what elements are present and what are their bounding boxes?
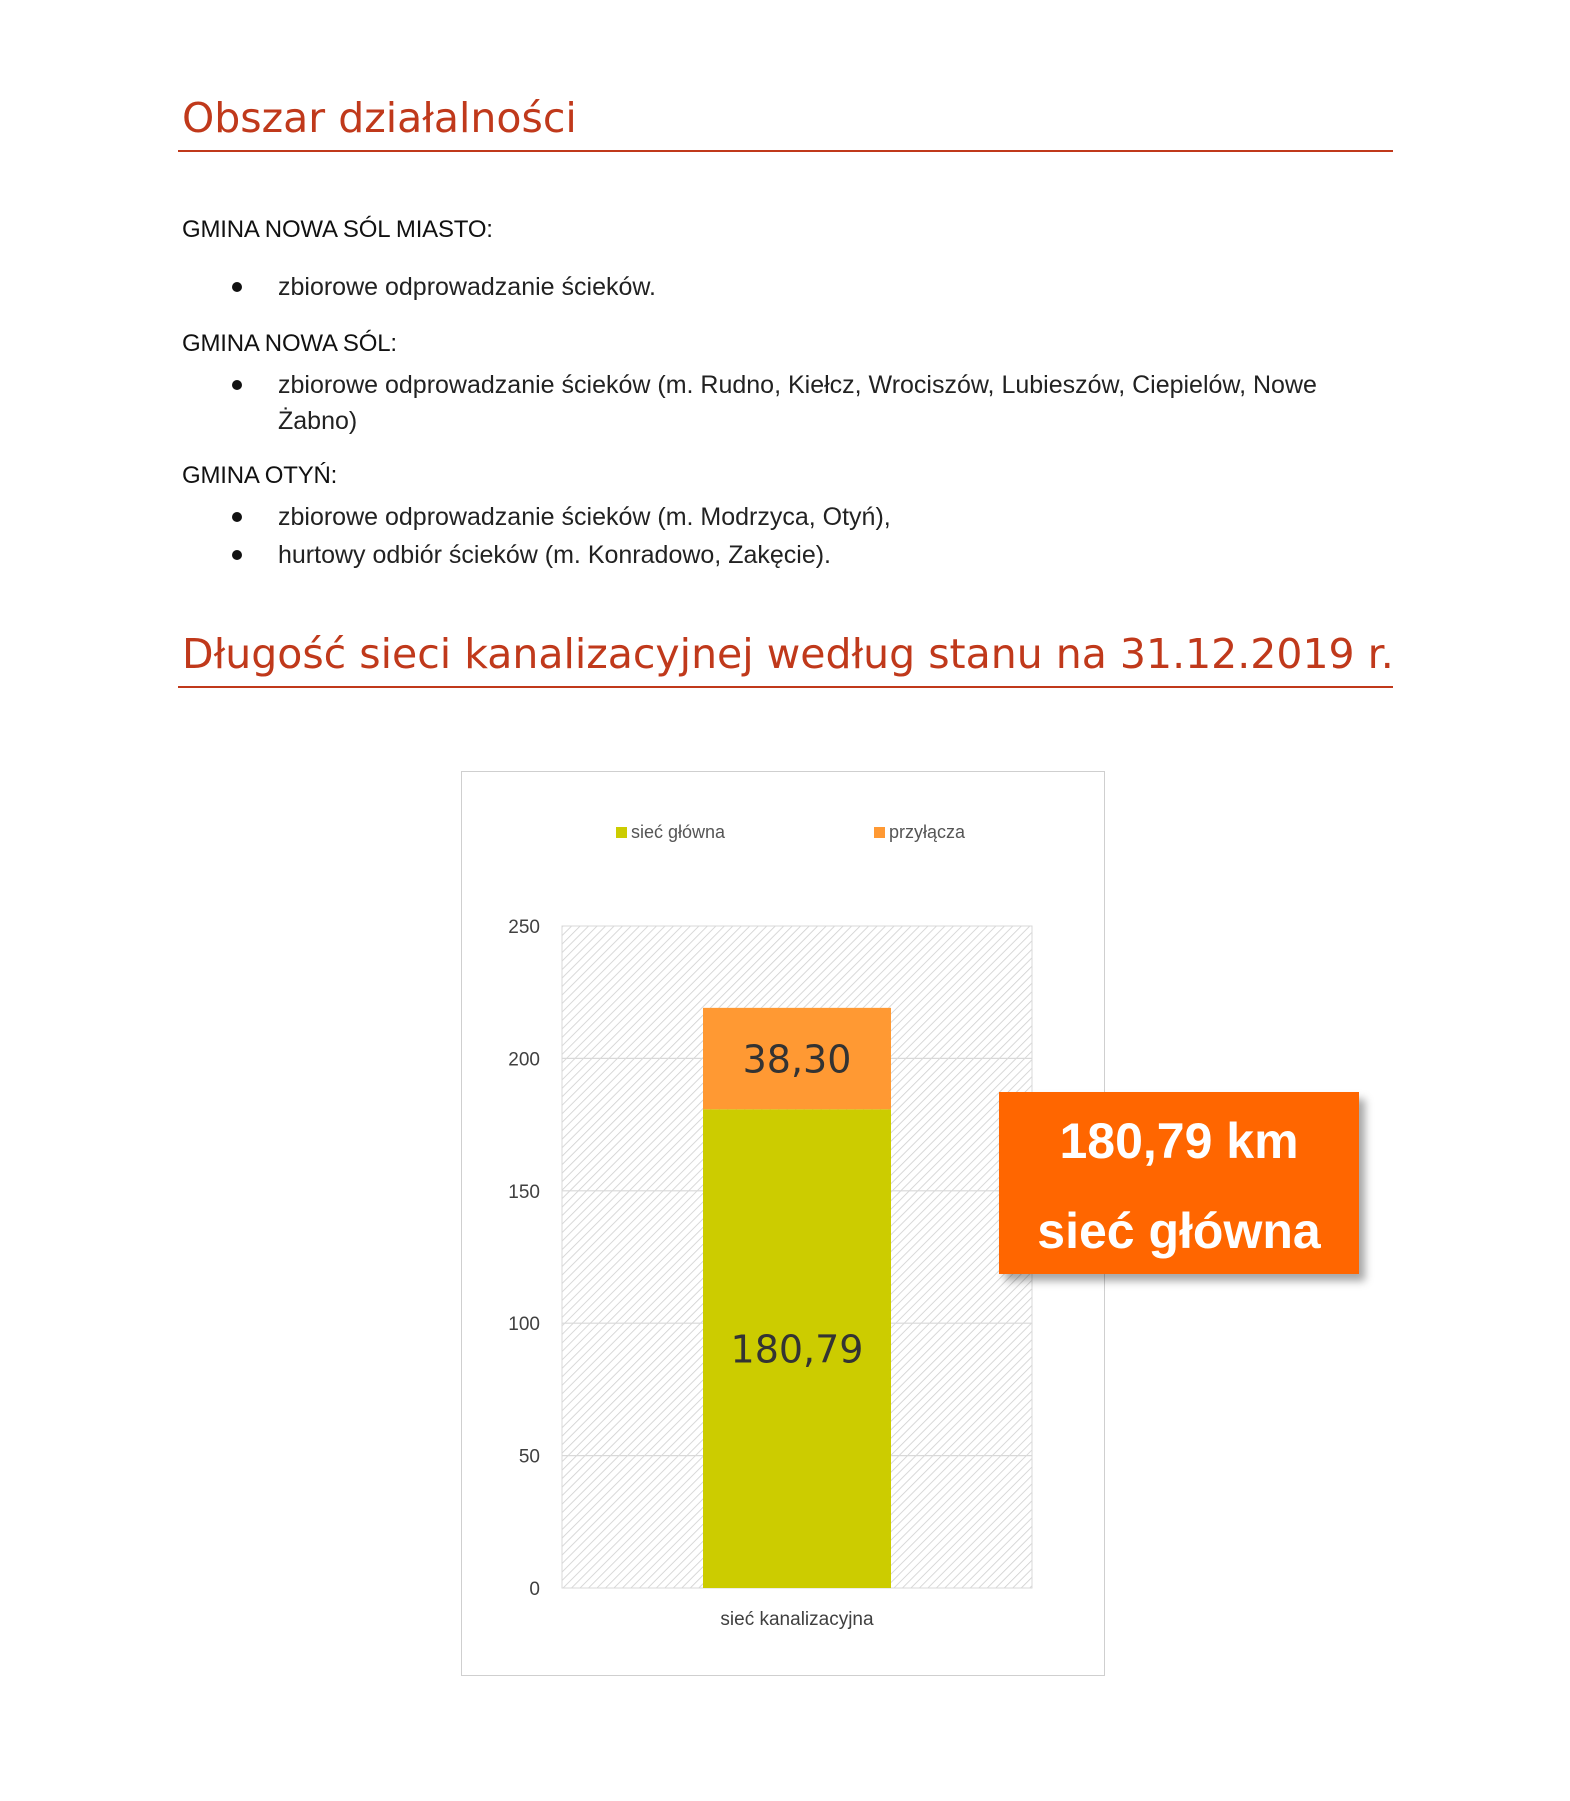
callout-value: 180,79 km xyxy=(1059,1113,1299,1169)
list-item xyxy=(0,500,1570,534)
group-label-nowa-sol-miasto: GMINA NOWA SÓL MIASTO: xyxy=(182,216,493,243)
y-tick-label: 50 xyxy=(518,1446,540,1468)
list-item xyxy=(0,368,1570,402)
callout-caption: sieć główna xyxy=(1037,1203,1321,1259)
group-label-otyn: GMINA OTYŃ: xyxy=(182,462,338,489)
list-item-text: Żabno) xyxy=(278,407,358,435)
y-tick-label: 150 xyxy=(508,1181,540,1203)
section-title-network-length: Długość sieci kanalizacyjnej według stanu na 31.12.2019 r. xyxy=(182,630,1394,678)
list-item-text: hurtowy odbiór ścieków (m. Konradowo, Zakęcie). xyxy=(278,541,832,569)
bullet-icon xyxy=(232,380,242,390)
list-item-text: zbiorowe odprowadzanie ścieków. xyxy=(278,273,656,301)
bullet-icon xyxy=(232,550,242,560)
legend-label: sieć główna xyxy=(631,822,726,842)
legend-swatch xyxy=(616,827,627,838)
callout-main-network xyxy=(999,1092,1359,1274)
list-item-text: zbiorowe odprowadzanie ścieków (m. Modrzyca, Otyń), xyxy=(278,503,891,531)
x-category-label: sieć kanalizacyjna xyxy=(720,1609,874,1630)
section-title-area: Obszar działalności xyxy=(182,94,577,142)
y-tick-label: 250 xyxy=(508,917,540,938)
legend-label: przyłącza xyxy=(889,822,966,842)
y-tick-label: 0 xyxy=(529,1579,540,1600)
list-item xyxy=(0,538,1570,572)
title-underline xyxy=(178,150,1393,152)
bar-value-label: 38,30 xyxy=(742,1037,852,1082)
bullet-icon xyxy=(232,282,242,292)
list-item-continuation xyxy=(0,404,1570,438)
group-label-nowa-sol: GMINA NOWA SÓL: xyxy=(182,330,397,357)
title-underline xyxy=(178,686,1393,688)
legend-swatch xyxy=(874,827,885,838)
bar-value-label: 180,79 xyxy=(730,1327,864,1372)
bullet-icon xyxy=(232,512,242,522)
y-tick-label: 200 xyxy=(508,1049,540,1071)
list-item xyxy=(0,270,1570,304)
list-item-text: zbiorowe odprowadzanie ścieków (m. Rudno, Kiełcz, Wrociszów, Lubieszów, Ciepielów, Nowe xyxy=(278,371,1317,399)
y-tick-label: 100 xyxy=(508,1314,540,1336)
